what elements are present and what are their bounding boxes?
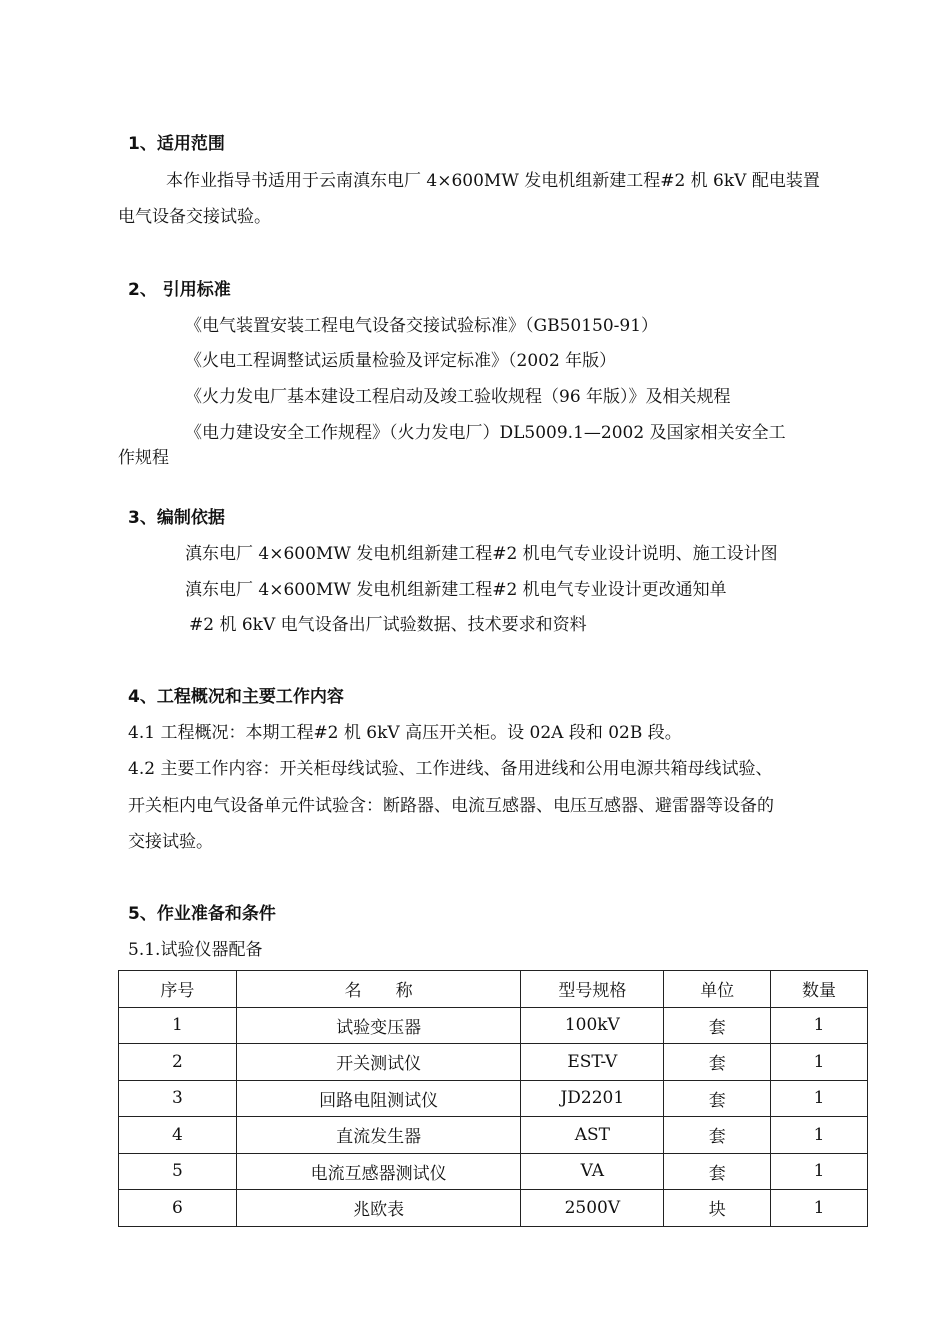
cell-index: 3 [119, 1080, 237, 1117]
header-cell: 数量 [771, 971, 868, 1008]
equipment-table [118, 970, 868, 1227]
cell-model: 2500V [521, 1190, 664, 1227]
cell-index: 5 [119, 1153, 237, 1190]
cell-qty: 1 [771, 1117, 868, 1154]
cell-qty: 1 [771, 1044, 868, 1081]
cell-unit: 套 [664, 1080, 771, 1117]
header-cell: 型号规格 [521, 971, 664, 1008]
cell-name: 直流发生器 [236, 1117, 521, 1154]
header-cell: 名 称 [236, 971, 521, 1008]
cell-model: AST [521, 1117, 664, 1154]
section-4-line: 4.1 工程概况：本期工程#2 机 6kV 高压开关柜。设 02A 段和 02B 段。 [128, 723, 682, 743]
cell-index: 4 [119, 1117, 237, 1154]
header-cell: 序号 [119, 971, 237, 1008]
table-row [119, 1044, 868, 1081]
reference-item: 《电力建设安全工作规程》（火力发电厂）DL5009.1—2002 及国家相关安全工 [185, 423, 786, 443]
reference-item: 《火力发电厂基本建设工程启动及竣工验收规程（96 年版）》及相关规程 [185, 387, 731, 407]
section-4-line: 交接试验。 [128, 832, 213, 852]
table-row [119, 1190, 868, 1227]
table-header-row [119, 971, 868, 1008]
basis-item: 滇东电厂 4×600MW 发电机组新建工程#2 机电气专业设计说明、施工设计图 [185, 544, 778, 564]
cell-model: 100kV [521, 1007, 664, 1044]
cell-model: VA [521, 1153, 664, 1190]
cell-name: 回路电阻测试仪 [236, 1080, 521, 1117]
cell-qty: 1 [771, 1190, 868, 1227]
cell-index: 1 [119, 1007, 237, 1044]
section-4-line: 开关柜内电气设备单元件试验含：断路器、电流互感器、电压互感器、避雷器等设备的 [128, 796, 774, 816]
cell-qty: 1 [771, 1153, 868, 1190]
cell-unit: 套 [664, 1117, 771, 1154]
cell-unit: 套 [664, 1044, 771, 1081]
reference-item-continued: 作规程 [118, 448, 169, 468]
cell-index: 2 [119, 1044, 237, 1081]
cell-qty: 1 [771, 1080, 868, 1117]
section-1-body-line-1: 本作业指导书适用于云南滇东电厂 4×600MW 发电机组新建工程#2 机 6kV 配电装置 [166, 171, 820, 191]
table-row [119, 1117, 868, 1154]
cell-qty: 1 [771, 1007, 868, 1044]
cell-model: EST-V [521, 1044, 664, 1081]
cell-name: 兆欧表 [236, 1190, 521, 1227]
cell-name: 试验变压器 [236, 1007, 521, 1044]
table-row [119, 1007, 868, 1044]
section-4-line: 4.2 主要工作内容：开关柜母线试验、工作进线、备用进线和公用电源共箱母线试验、 [128, 759, 773, 779]
cell-index: 6 [119, 1190, 237, 1227]
cell-unit: 套 [664, 1007, 771, 1044]
cell-model: JD2201 [521, 1080, 664, 1117]
table-row [119, 1080, 868, 1117]
section-2-heading: 2、 引用标准 [128, 280, 231, 300]
header-cell: 单位 [664, 971, 771, 1008]
table-row [119, 1153, 868, 1190]
reference-item: 《火电工程调整试运质量检验及评定标准》（2002 年版） [185, 351, 617, 371]
basis-item: 滇东电厂 4×600MW 发电机组新建工程#2 机电气专业设计更改通知单 [185, 580, 727, 600]
cell-unit: 套 [664, 1153, 771, 1190]
section-1-heading: 1、适用范围 [128, 134, 225, 154]
cell-unit: 块 [664, 1190, 771, 1227]
section-1-body-line-2: 电气设备交接试验。 [118, 207, 271, 227]
section-5-heading: 5、作业准备和条件 [128, 904, 276, 924]
section-4-heading: 4、工程概况和主要工作内容 [128, 687, 344, 707]
section-3-heading: 3、编制依据 [128, 508, 225, 528]
cell-name: 开关测试仪 [236, 1044, 521, 1081]
basis-item: #2 机 6kV 电气设备出厂试验数据、技术要求和资料 [189, 615, 587, 635]
cell-name: 电流互感器测试仪 [236, 1153, 521, 1190]
reference-item: 《电气装置安装工程电气设备交接试验标准》（GB50150-91） [185, 316, 659, 336]
section-5-subheading: 5.1.试验仪器配备 [128, 940, 263, 960]
